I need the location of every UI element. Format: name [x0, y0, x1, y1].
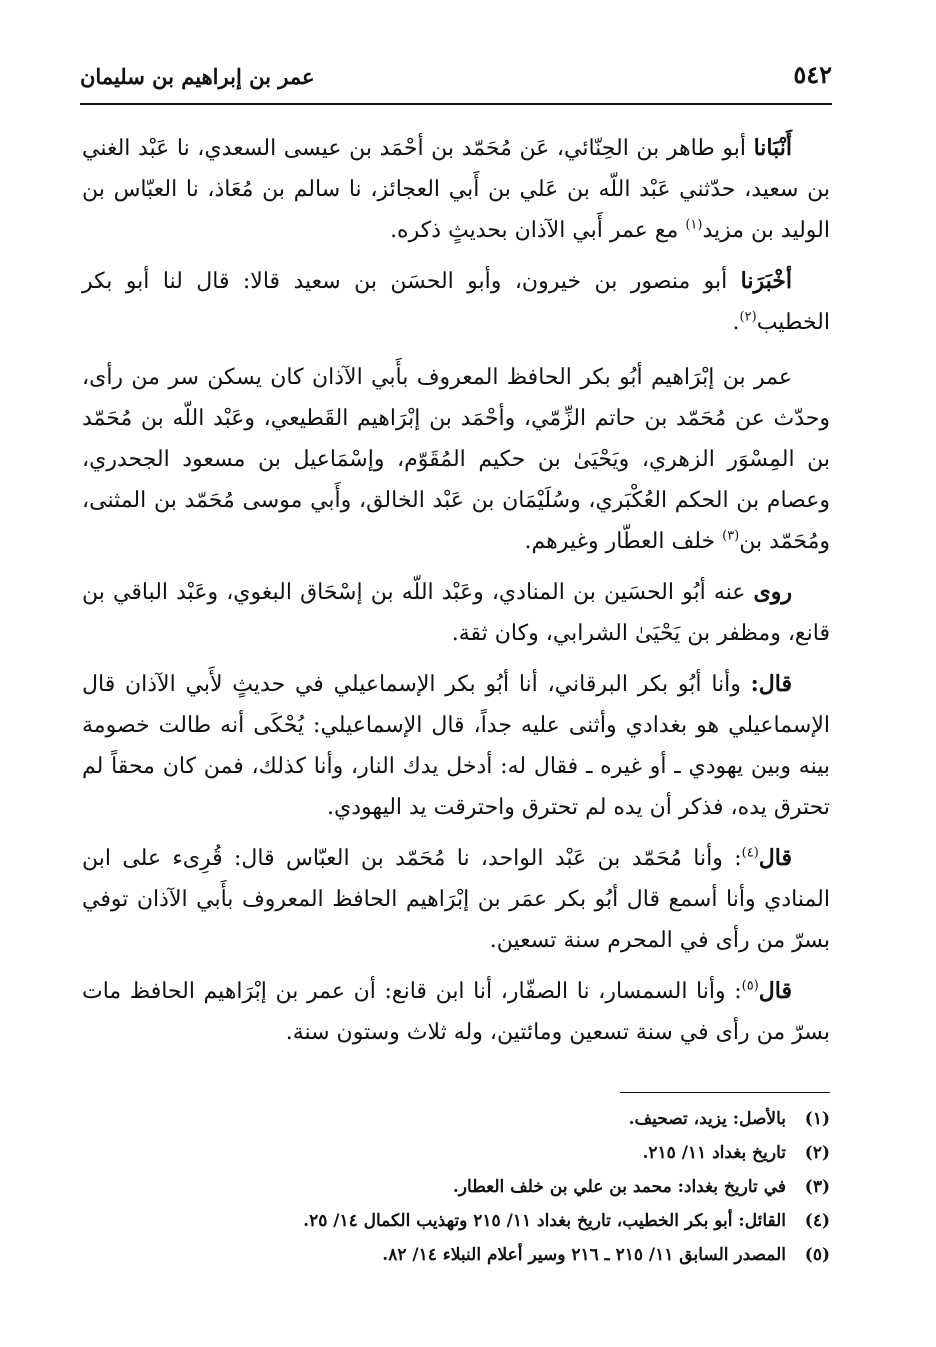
footnote-number: (١)	[804, 1109, 830, 1129]
paragraph-2	[82, 261, 830, 343]
footnote-ref: (١)	[685, 217, 703, 233]
paragraph-1	[82, 128, 830, 251]
paragraph-text: : وأنا مُحَمّد بن عَبْد الواحد، نا مُحَمّد بن العبّاس قال: قُرِىء على ابن المنادي وأنا أسمع قال أبُو بكر عمَر بن إبْرَاهيم الحافظ المعروف بأَبي الآذان توفي بسرّ من رأى في المحرم سنة تسعين.	[82, 846, 830, 953]
paragraph-7	[82, 971, 830, 1053]
paragraph-6	[82, 838, 830, 961]
paragraph-lead-word: قال	[758, 978, 792, 1004]
paragraph-text: أبو طاهر بن الحِنّائي، عَن مُحَمّد بن أحْمَد بن عيسى السعدي، نا عَبْد الغني بن سعيد، حدّثني عَبْد اللّه بن عَلي بن أَبي العجائز، نا سالم بن مُعَاذ، نا العبّاس بن الوليد بن مزيد	[82, 136, 830, 243]
footnote-2	[82, 1136, 830, 1170]
footnote-1	[82, 1102, 830, 1136]
footnotes	[82, 1102, 830, 1272]
footnote-4	[82, 1204, 830, 1238]
page-number: ٥٤٢	[793, 60, 832, 89]
running-title: عمر بن إبراهيم بن سليمان	[80, 64, 315, 89]
footnote-ref: (٤)	[741, 845, 759, 861]
paragraph-5	[82, 664, 830, 828]
paragraph-text: وأنا أبُو بكر البرقاني، أنا أبُو بكر الإسماعيلي في حديثٍ لأَبي الآذان قال الإسماعيلي هو بغدادي وأثنى عليه جداً، قال الإسماعيلي: يُحْكَى أنه طالت خصومة بينه وبين يهودي ـ أو غيره ـ فقال له: أدخل يدك النار، وأنا كذلك، فمن كان محقاً لم تحترق يده، فذكر أن يده لم تحترق واحترقت يد اليهودي.	[82, 672, 830, 820]
paragraph-lead-word: أخْبَرَنا	[740, 268, 792, 294]
footnote-ref: (٢)	[739, 309, 757, 325]
paragraph-4	[82, 572, 830, 654]
footnote-number: (٤)	[804, 1211, 830, 1231]
footnote-text: في تاريخ بغداد: محمد بن علي بن خلف العطار.	[452, 1177, 786, 1197]
paragraph-lead-word: روى	[753, 579, 792, 605]
footnote-number: (٢)	[804, 1143, 830, 1163]
paragraph-lead-word: أَنْبَانا	[753, 135, 792, 161]
footnote-text: المصدر السابق ١١/ ٢١٥ ـ ٢١٦ وسير أعلام النبلاء ١٤/ ٨٢.	[382, 1245, 786, 1265]
page-header	[80, 58, 832, 98]
footnote-number: (٥)	[804, 1245, 830, 1265]
footnote-ref: (٥)	[741, 978, 759, 994]
paragraph-text-after: .	[732, 310, 740, 335]
footnote-rule	[620, 1092, 830, 1093]
paragraph-text-after: خلف العطّار وغيرهم.	[524, 529, 723, 554]
footnote-text: بالأصل: يزيد، تصحيف.	[628, 1109, 786, 1129]
paragraph-text-after: مع عمر أَبي الآذان بحديثٍ ذكره.	[390, 218, 686, 243]
paragraph-text: عمر بن إبْرَاهيم أبُو بكر الحافظ المعروف بأَبي الآذان كان يسكن سر من رأى، وحدّث عن مُحَمّد بن حاتم الزِّمّي، وأحْمَد بن إبْرَاهيم القَطيعي، وعَبْد اللّه بن مُحَمّد بن المِسْوَر الزهري، ويَحْيَىٰ بن حكيم المُقَوّم، وإسْمَاعيل بن مسعود الجحدري، وعصام بن الحكم العُكْبَري، وسُلَيْمَان بن عَبْد الخالق، وأَبي موسى مُحَمّد بن المثنى، ومُحَمّد بن	[82, 365, 830, 554]
paragraph-lead-word: قال	[758, 845, 792, 871]
footnote-number: (٣)	[804, 1177, 830, 1197]
paragraph-text: : وأنا السمسار، نا الصفّار، أنا ابن قانع: أن عمر بن إبْرَاهيم الحافظ مات بسرّ من رأى في سنة تسعين ومائتين، وله ثلاث وستون سنة.	[82, 979, 830, 1045]
paragraph-text: عنه أبُو الحسَين بن المنادي، وعَبْد اللّه بن إسْحَاق البغوي، وعَبْد الباقي بن قانع، ومظفر بن يَحْيَىٰ الشرابي، وكان ثقة.	[82, 580, 830, 646]
paragraph-text: أبو منصور بن خيرون، وأبو الحسَن بن سعيد قالا: قال لنا أبو بكر الخطيب	[82, 269, 830, 335]
footnote-5	[82, 1238, 830, 1272]
main-text	[82, 128, 830, 1063]
footnote-ref: (٣)	[722, 528, 740, 544]
footnote-text: تاريخ بغداد ١١/ ٢١٥.	[642, 1143, 786, 1163]
header-rule	[80, 103, 832, 105]
footnote-text: القائل: أبو بكر الخطيب، تاريخ بغداد ١١/ ٢١٥ وتهذيب الكمال ١٤/ ٢٥.	[303, 1211, 786, 1231]
paragraph-lead-word: قال:	[750, 671, 792, 697]
footnote-3	[82, 1170, 830, 1204]
paragraph-3	[82, 357, 830, 562]
